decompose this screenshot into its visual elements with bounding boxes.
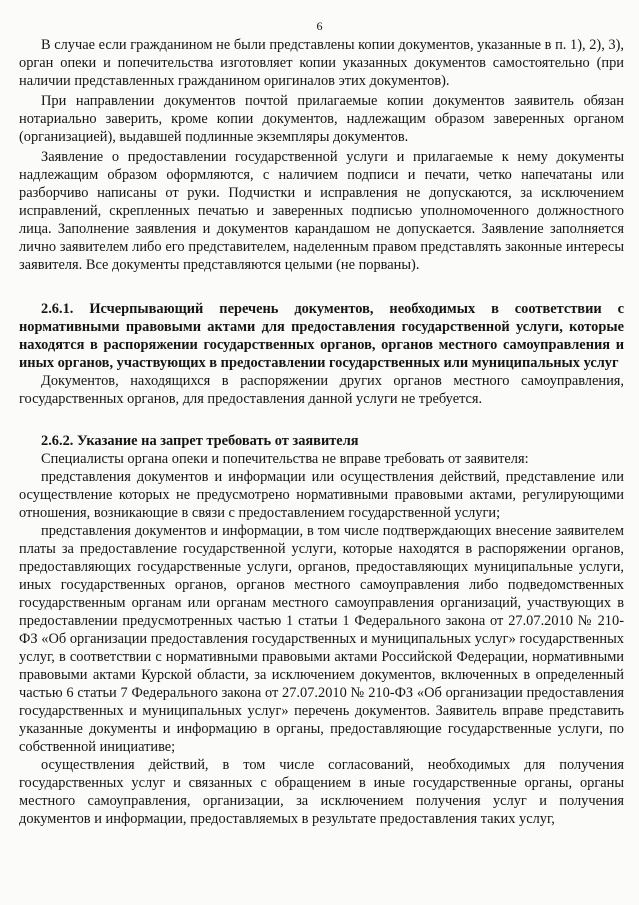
section-2-6-1-heading: 2.6.1. Исчерпывающий перечень документов, необходимых в соответствии с нормативными правовыми актами для предоставления государственной услуги, которые находятся в распоряжении государственных органов, органов местного самоуправления и иных органов, участвующих в предоставлении государственных или муниципальных услуг: [19, 301, 624, 371]
list-item: осуществления действий, в том числе согласований, необходимых для получения государственных услуг и связанных с обращением в иные государственные органы, органы местного самоуправления, организации, за исключением получения услуг и получения документов и информации, предоставляемых в результате предоставления таких услуг,: [19, 757, 624, 827]
section-2-6-2-intro: Специалисты органа опеки и попечительства не вправе требовать от заявителя:: [41, 451, 529, 467]
page-number: 6: [316, 19, 323, 33]
list-item: представления документов и информации или осуществления действий, представление или осуществление которых не предусмотрено нормативными правовыми актами, регулирующими отношения, возникающие в связи с предоставлением государственной услуги;: [19, 469, 624, 521]
paragraph-mail: При направлении документов почтой прилагаемые копии документов заявитель обязан нотариально заверить, кроме копии документов, надлежащим образом заверенных органом (организацией), выдавшей подлинные экземпляры документов.: [19, 93, 624, 145]
list-item: представления документов и информации, в том числе подтверждающих внесение заявителем платы за предоставление государственной услуги, которые находятся в распоряжении органов, предоставляющих государственные услуги, органов, предоставляющих муниципальные услуги, иных государственных органов, органов местного самоуправления либо подведомственных государственным органам или органам местного самоуправления организаций, участвующих в предоставлении предусмотренных частью 1 статьи 1 Федерального закона от 27.07.2010 № 210-ФЗ «Об организации предоставления государственных и муниципальных услуг» государственных услуг, в соответствии с нормативными правовыми актами Российской Федерации, нормативными правовыми актами Курской области, за исключением документов, включенных в определенный частью 6 статьи 7 Федерального закона от 27.07.2010 № 210-ФЗ «Об организации предоставления государственных и муниципальных услуг» перечень документов. Заявитель вправе представить указанные документы и информацию в органы, предоставляющие государственные услуги, по собственной инициативе;: [19, 523, 624, 755]
paragraph-copies: В случае если гражданином не были представлены копии документов, указанные в п. 1), 2), 3), орган опеки и попечительства изготовляет копии указанных документов самостоятельно (при наличии представленных гражданином оригиналов этих документов).: [19, 37, 624, 89]
document-body: [19, 36, 624, 828]
prohibition-list: [19, 468, 624, 828]
paragraph-application-rules: Заявление о предоставлении государственной услуги и прилагаемые к нему документы надлежащим образом оформляются, с наличием подписи и печати, четко напечатаны или разборчиво написаны от руки. Подчистки и исправления не допускаются, за исключением исправлений, скрепленных печатью и заверенных подписью уполномоченного должностного лица. Заполнение заявления и документов карандашом не допускается. Заявление заполняется лично заявителем либо его представителем, наделенным правом представлять законные интересы заявителя. Все документы представляются целыми (не порваны).: [19, 149, 624, 273]
section-2-6-2-heading: 2.6.2. Указание на запрет требовать от заявителя: [41, 433, 359, 449]
section-2-6-1-text: Документов, находящихся в распоряжении других органов местного самоуправления, государственных органов, для предоставления данной услуги не требуется.: [19, 373, 624, 407]
